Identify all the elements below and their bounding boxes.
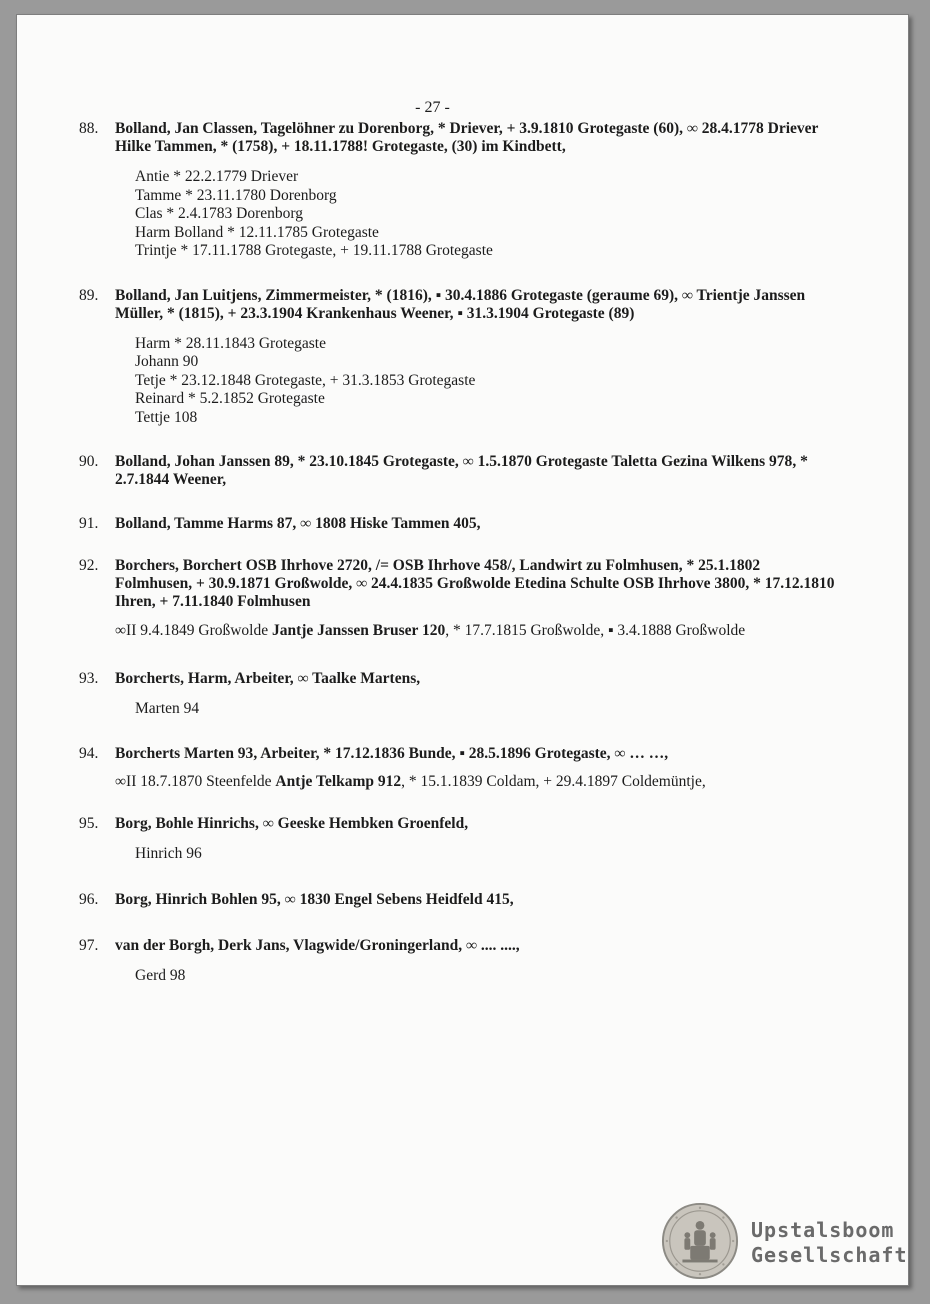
children-list xyxy=(115,700,839,719)
brand-line-2: Gesellschaft xyxy=(751,1243,908,1267)
entry-95 xyxy=(79,815,839,864)
child-item: Johann 90 xyxy=(135,353,199,370)
entry-number: 94. xyxy=(79,744,99,762)
person-name: , xyxy=(416,670,421,687)
entry-paragraph xyxy=(115,937,839,955)
entry-paragraph xyxy=(115,891,839,909)
person-name: , Zimmermeister, * (1816), ▪ 30.4.1886 Grotegaste (geraume 69), ∞ xyxy=(257,286,697,304)
person-name: Taalke Martens xyxy=(312,670,417,687)
person-name: Bolland, Johan Janssen 89 xyxy=(115,453,290,470)
children-list xyxy=(115,845,839,864)
entry-92 xyxy=(79,557,839,640)
person-name: Geeske Hembken Groenfeld xyxy=(277,814,465,832)
brand-wordmark xyxy=(751,1218,908,1268)
entry-paragraph xyxy=(115,773,839,791)
person-name: Trientje Janssen Müller xyxy=(115,286,806,322)
entry-number: 92. xyxy=(79,557,99,574)
children-list xyxy=(115,967,839,986)
entry-number: 88. xyxy=(79,120,99,137)
person-name: , xyxy=(464,814,469,832)
entry-93 xyxy=(79,670,839,719)
person-name: , * (1815), + 23.3.1904 Krankenhaus Weener, ▪ 31.3.1904 Grotegaste (89) xyxy=(159,304,635,322)
entry-89 xyxy=(79,287,839,428)
document-page xyxy=(16,14,909,1286)
person-name: , ∞ xyxy=(254,814,278,832)
person-name: Borcherts, Harm xyxy=(115,670,228,687)
entry-paragraph xyxy=(115,670,839,688)
entry-paragraph xyxy=(115,557,839,611)
entry-97 xyxy=(79,937,839,986)
person-name: Jantje Janssen Bruser 120 xyxy=(271,622,446,639)
children-list xyxy=(115,168,839,261)
entry-paragraph xyxy=(115,622,839,640)
person-name: Hilke Tammen xyxy=(115,138,213,155)
entry-94 xyxy=(79,745,839,791)
person-name: , * 17.12.1810 Ihren, + 7.11.1840 Folmhusen xyxy=(115,575,835,610)
entry-88 xyxy=(79,120,839,261)
entry-paragraph xyxy=(115,745,839,763)
person-name: , /= OSB Ihrhove 458/, Landwirt zu Folmhusen, * 25.1.1802 Folmhusen, + 30.9.1871 Großwolde, ∞ 24.4.1835 Großwolde xyxy=(115,557,761,592)
entry-number: 90. xyxy=(79,453,99,470)
entry-paragraph xyxy=(115,515,839,533)
person-name: Antje Telkamp 912 xyxy=(275,772,402,790)
person-name: , * (1758), + 18.11.1788! Grotegaste, (30) im Kindbett, xyxy=(212,138,566,155)
brand-line-1: Upstalsboom xyxy=(751,1218,895,1242)
entry-paragraph xyxy=(115,287,839,323)
child-item: Clas * 2.4.1783 Dorenborg xyxy=(135,205,304,222)
entry-paragraph xyxy=(115,120,839,156)
person-name: Bolland, Jan Classen xyxy=(115,120,254,137)
child-item: Gerd 98 xyxy=(135,967,186,984)
entry-text: , * 15.1.1839 Coldam, + 29.4.1897 Coldemüntje, xyxy=(401,772,706,790)
person-name: , ∞ 1830 Engel xyxy=(276,891,377,908)
entry-number: 93. xyxy=(79,670,99,687)
person-name: , Arbeiter, ∞ xyxy=(227,670,313,687)
child-item: Tamme * 23.11.1780 Dorenborg xyxy=(135,186,337,204)
person-name: , Vlagwide/Groningerland, ∞ .... ...., xyxy=(285,937,520,954)
person-name: Etedina Schulte OSB Ihrhove 3800 xyxy=(514,575,746,592)
person-name: Hiske Tammen 405 xyxy=(349,515,477,532)
person-name: Taletta Gezina Wilkens 978 xyxy=(611,453,793,470)
person-name: Borcherts Marten 93 xyxy=(115,744,254,762)
child-item: Tetje * 23.12.1848 Grotegaste, + 31.3.1853 Grotegaste xyxy=(135,371,476,389)
child-item: Reinard * 5.2.1852 Grotegaste xyxy=(135,390,325,407)
child-item: Harm * 28.11.1843 Grotegaste xyxy=(135,334,326,352)
person-name: Sebens Heidfeld 415 xyxy=(376,891,510,908)
entry-paragraph xyxy=(115,815,839,833)
entry-number: 97. xyxy=(79,937,99,954)
entry-number: 95. xyxy=(79,814,99,832)
person-name: , Tagelöhner zu Dorenborg, * Driever, + 3.9.1810 Grotegaste (60), ∞ 28.4.1778 Driever xyxy=(253,120,819,137)
children-list xyxy=(115,335,839,428)
person-name: , Arbeiter, * 17.12.1836 Bunde, ▪ 28.5.1896 Grotegaste, ∞ … …, xyxy=(253,744,669,762)
person-name: Bolland, Jan Luitjens xyxy=(115,286,258,304)
entry-number: 96. xyxy=(79,891,99,908)
person-name: Bolland, Tamme Harms 87 xyxy=(115,515,293,532)
person-name: , ∞ 1808 xyxy=(292,515,350,532)
person-name: , xyxy=(509,891,514,908)
child-item: Hinrich 96 xyxy=(135,844,202,862)
entry-text: ∞II 18.7.1870 Steenfelde xyxy=(115,772,276,790)
entry-list xyxy=(79,120,839,986)
person-name: van der Borgh, Derk Jans xyxy=(115,937,286,954)
child-item: Marten 94 xyxy=(135,700,200,717)
entry-text: , * 17.7.1815 Großwolde, ▪ 3.4.1888 Großwolde xyxy=(445,622,746,639)
entry-number: 91. xyxy=(79,515,99,532)
page-number: - 27 - xyxy=(415,99,450,116)
child-item: Harm Bolland * 12.11.1785 Grotegaste xyxy=(135,223,379,241)
seal-logo-icon xyxy=(661,1202,739,1280)
child-item: Antie * 22.2.1779 Driever xyxy=(135,168,299,185)
entry-number: 89. xyxy=(79,286,99,304)
person-name: Borchers, Borchert OSB Ihrhove 2720 xyxy=(115,557,369,574)
entry-96 xyxy=(79,891,839,909)
entry-91 xyxy=(79,515,839,533)
child-item: Trintje * 17.11.1788 Grotegaste, + 19.11.1788 Grotegaste xyxy=(135,242,493,259)
person-name: , xyxy=(476,515,481,532)
person-name: Borg, Hinrich Bohlen 95 xyxy=(115,891,277,908)
person-name: , * 2.7.1844 Weener, xyxy=(115,453,808,488)
person-name: , * 23.10.1845 Grotegaste, ∞ 1.5.1870 Grotegaste xyxy=(289,453,612,470)
child-item: Tettje 108 xyxy=(135,408,198,426)
entry-90 xyxy=(79,453,839,489)
person-name: Borg, Bohle Hinrichs xyxy=(115,814,255,832)
entry-text: ∞II 9.4.1849 Großwolde xyxy=(115,622,272,639)
entry-paragraph xyxy=(115,453,839,489)
